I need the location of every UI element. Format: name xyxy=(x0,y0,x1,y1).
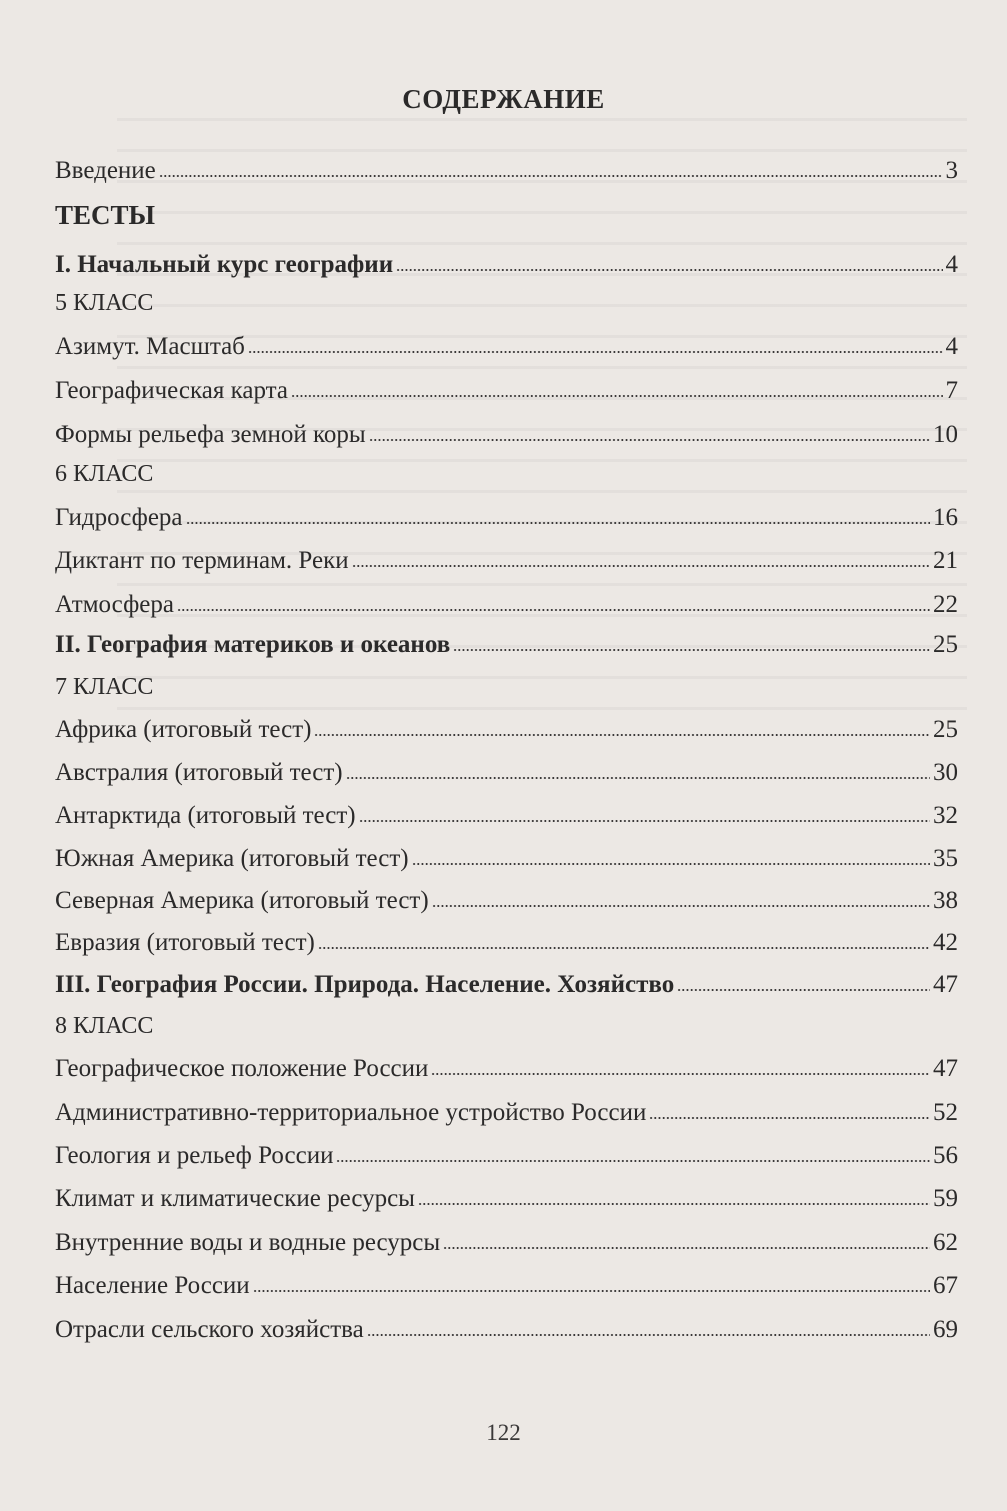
toc-entry-title: Геология и рельеф России xyxy=(55,1142,334,1169)
dot-leader xyxy=(443,1240,930,1250)
toc-entry-title: ТЕСТЫ xyxy=(55,200,156,230)
dot-leader xyxy=(248,344,943,354)
dot-leader xyxy=(432,898,930,908)
toc-entry xyxy=(55,580,958,620)
toc-grade-label xyxy=(55,1001,958,1041)
toc-page-number: 16 xyxy=(933,504,958,531)
dot-leader xyxy=(453,642,930,652)
dot-leader xyxy=(431,1066,930,1076)
toc-entry xyxy=(55,876,958,916)
toc-page-number: 25 xyxy=(933,631,958,658)
toc-page-number: 47 xyxy=(933,1055,958,1082)
toc-grade-label xyxy=(55,278,958,318)
toc-entry-title: Южная Америка (итоговый тест) xyxy=(55,845,409,872)
toc-page-number: 35 xyxy=(933,845,958,872)
dot-leader xyxy=(186,515,930,525)
dot-leader xyxy=(318,940,930,950)
toc-entry-title: Евразия (итоговый тест) xyxy=(55,929,315,956)
toc-entry xyxy=(55,366,958,406)
toc-entry-title: 5 КЛАСС xyxy=(55,290,154,316)
toc-section xyxy=(55,960,958,1000)
toc-entry-title: I. Начальный курс географии xyxy=(55,251,394,278)
toc-page-number: 22 xyxy=(933,591,958,618)
toc-entry xyxy=(55,146,958,186)
dot-leader xyxy=(291,388,943,398)
toc-page-number: 4 xyxy=(945,333,958,360)
toc-entry-title: III. География России. Природа. Население. Хозяйство xyxy=(55,971,675,998)
toc-entry xyxy=(55,322,958,362)
toc-page-number: 7 xyxy=(945,377,958,404)
dot-leader xyxy=(649,1110,930,1120)
toc-entry-title: 7 КЛАСС xyxy=(55,674,154,700)
toc-entry xyxy=(55,1044,958,1084)
toc-page-number: 10 xyxy=(933,421,958,448)
toc-entry-title: Географическая карта xyxy=(55,377,288,404)
toc-entry xyxy=(55,834,958,874)
toc-page-number: 47 xyxy=(933,971,958,998)
toc-entry xyxy=(55,1174,958,1214)
toc-page-number: 30 xyxy=(933,759,958,786)
toc-entry xyxy=(55,1305,958,1345)
toc-entry-title: Антарктида (итоговый тест) xyxy=(55,802,356,829)
toc-page-number: 25 xyxy=(933,716,958,743)
toc-entry xyxy=(55,705,958,745)
toc-page-number: 4 xyxy=(945,251,958,278)
toc-page-number: 42 xyxy=(933,929,958,956)
toc-entry-title: Диктант по терминам. Реки xyxy=(55,547,349,574)
page-number: 122 xyxy=(486,1420,521,1445)
toc-entry-title: Гидросфера xyxy=(55,504,183,531)
toc-page-number: 32 xyxy=(933,802,958,829)
toc-page-number: 56 xyxy=(933,1142,958,1169)
toc-entry-title: Формы рельефа земной коры xyxy=(55,421,366,448)
dot-leader xyxy=(177,602,930,612)
toc-page-number: 38 xyxy=(933,887,958,914)
toc-page-number: 21 xyxy=(933,547,958,574)
dot-leader xyxy=(159,168,943,178)
toc-entry-title: Географическое положение России xyxy=(55,1055,429,1082)
toc-page-number: 62 xyxy=(933,1229,958,1256)
toc-entry-title: Северная Америка (итоговый тест) xyxy=(55,887,429,914)
toc-entry xyxy=(55,918,958,958)
toc-entry-title: Внутренние воды и водные ресурсы xyxy=(55,1229,441,1256)
toc-entry-title: II. География материков и океанов xyxy=(55,631,451,658)
toc-entry-title: Введение xyxy=(55,157,156,184)
dot-leader xyxy=(418,1196,930,1206)
toc-entry xyxy=(55,493,958,533)
dot-leader xyxy=(396,262,942,272)
toc-entry-title: Африка (итоговый тест) xyxy=(55,716,312,743)
toc-page-number: 69 xyxy=(933,1316,958,1343)
dot-leader xyxy=(352,558,930,568)
toc-entry xyxy=(55,1218,958,1258)
toc-entry xyxy=(55,536,958,576)
dot-leader xyxy=(346,770,930,780)
toc-page-number: 3 xyxy=(945,157,958,184)
dot-leader xyxy=(677,982,930,992)
toc-entry xyxy=(55,410,958,450)
toc-grade-label xyxy=(55,449,958,489)
toc-entry-title: 6 КЛАСС xyxy=(55,461,154,487)
toc-entry-title: Климат и климатические ресурсы xyxy=(55,1185,415,1212)
dot-leader xyxy=(367,1327,930,1337)
dot-leader xyxy=(336,1153,930,1163)
toc-page-number: 67 xyxy=(933,1272,958,1299)
toc-section xyxy=(55,620,958,660)
toc-heading xyxy=(55,190,958,230)
dot-leader xyxy=(314,727,930,737)
toc-section xyxy=(55,240,958,280)
toc-page-number: 52 xyxy=(933,1099,958,1126)
toc-grade-label xyxy=(55,662,958,702)
dot-leader xyxy=(253,1283,930,1293)
toc-page-number: 59 xyxy=(933,1185,958,1212)
toc-entry xyxy=(55,791,958,831)
toc-entry-title: Австралия (итоговый тест) xyxy=(55,759,343,786)
toc-entry-title: Азимут. Масштаб xyxy=(55,333,245,360)
toc-entry-title: Население России xyxy=(55,1272,250,1299)
dot-leader xyxy=(359,813,930,823)
toc-entry-title: Административно-территориальное устройство России xyxy=(55,1099,647,1126)
toc-entry xyxy=(55,748,958,788)
dot-leader xyxy=(369,432,930,442)
toc-entry-title: Атмосфера xyxy=(55,591,174,618)
toc-entry xyxy=(55,1088,958,1128)
toc-entry xyxy=(55,1131,958,1171)
toc-entry xyxy=(55,1261,958,1301)
toc-entry-title: 8 КЛАСС xyxy=(55,1013,154,1039)
dot-leader xyxy=(412,856,930,866)
toc-entry-title: Отрасли сельского хозяйства xyxy=(55,1316,364,1343)
page-title: СОДЕРЖАНИЕ xyxy=(402,84,605,114)
